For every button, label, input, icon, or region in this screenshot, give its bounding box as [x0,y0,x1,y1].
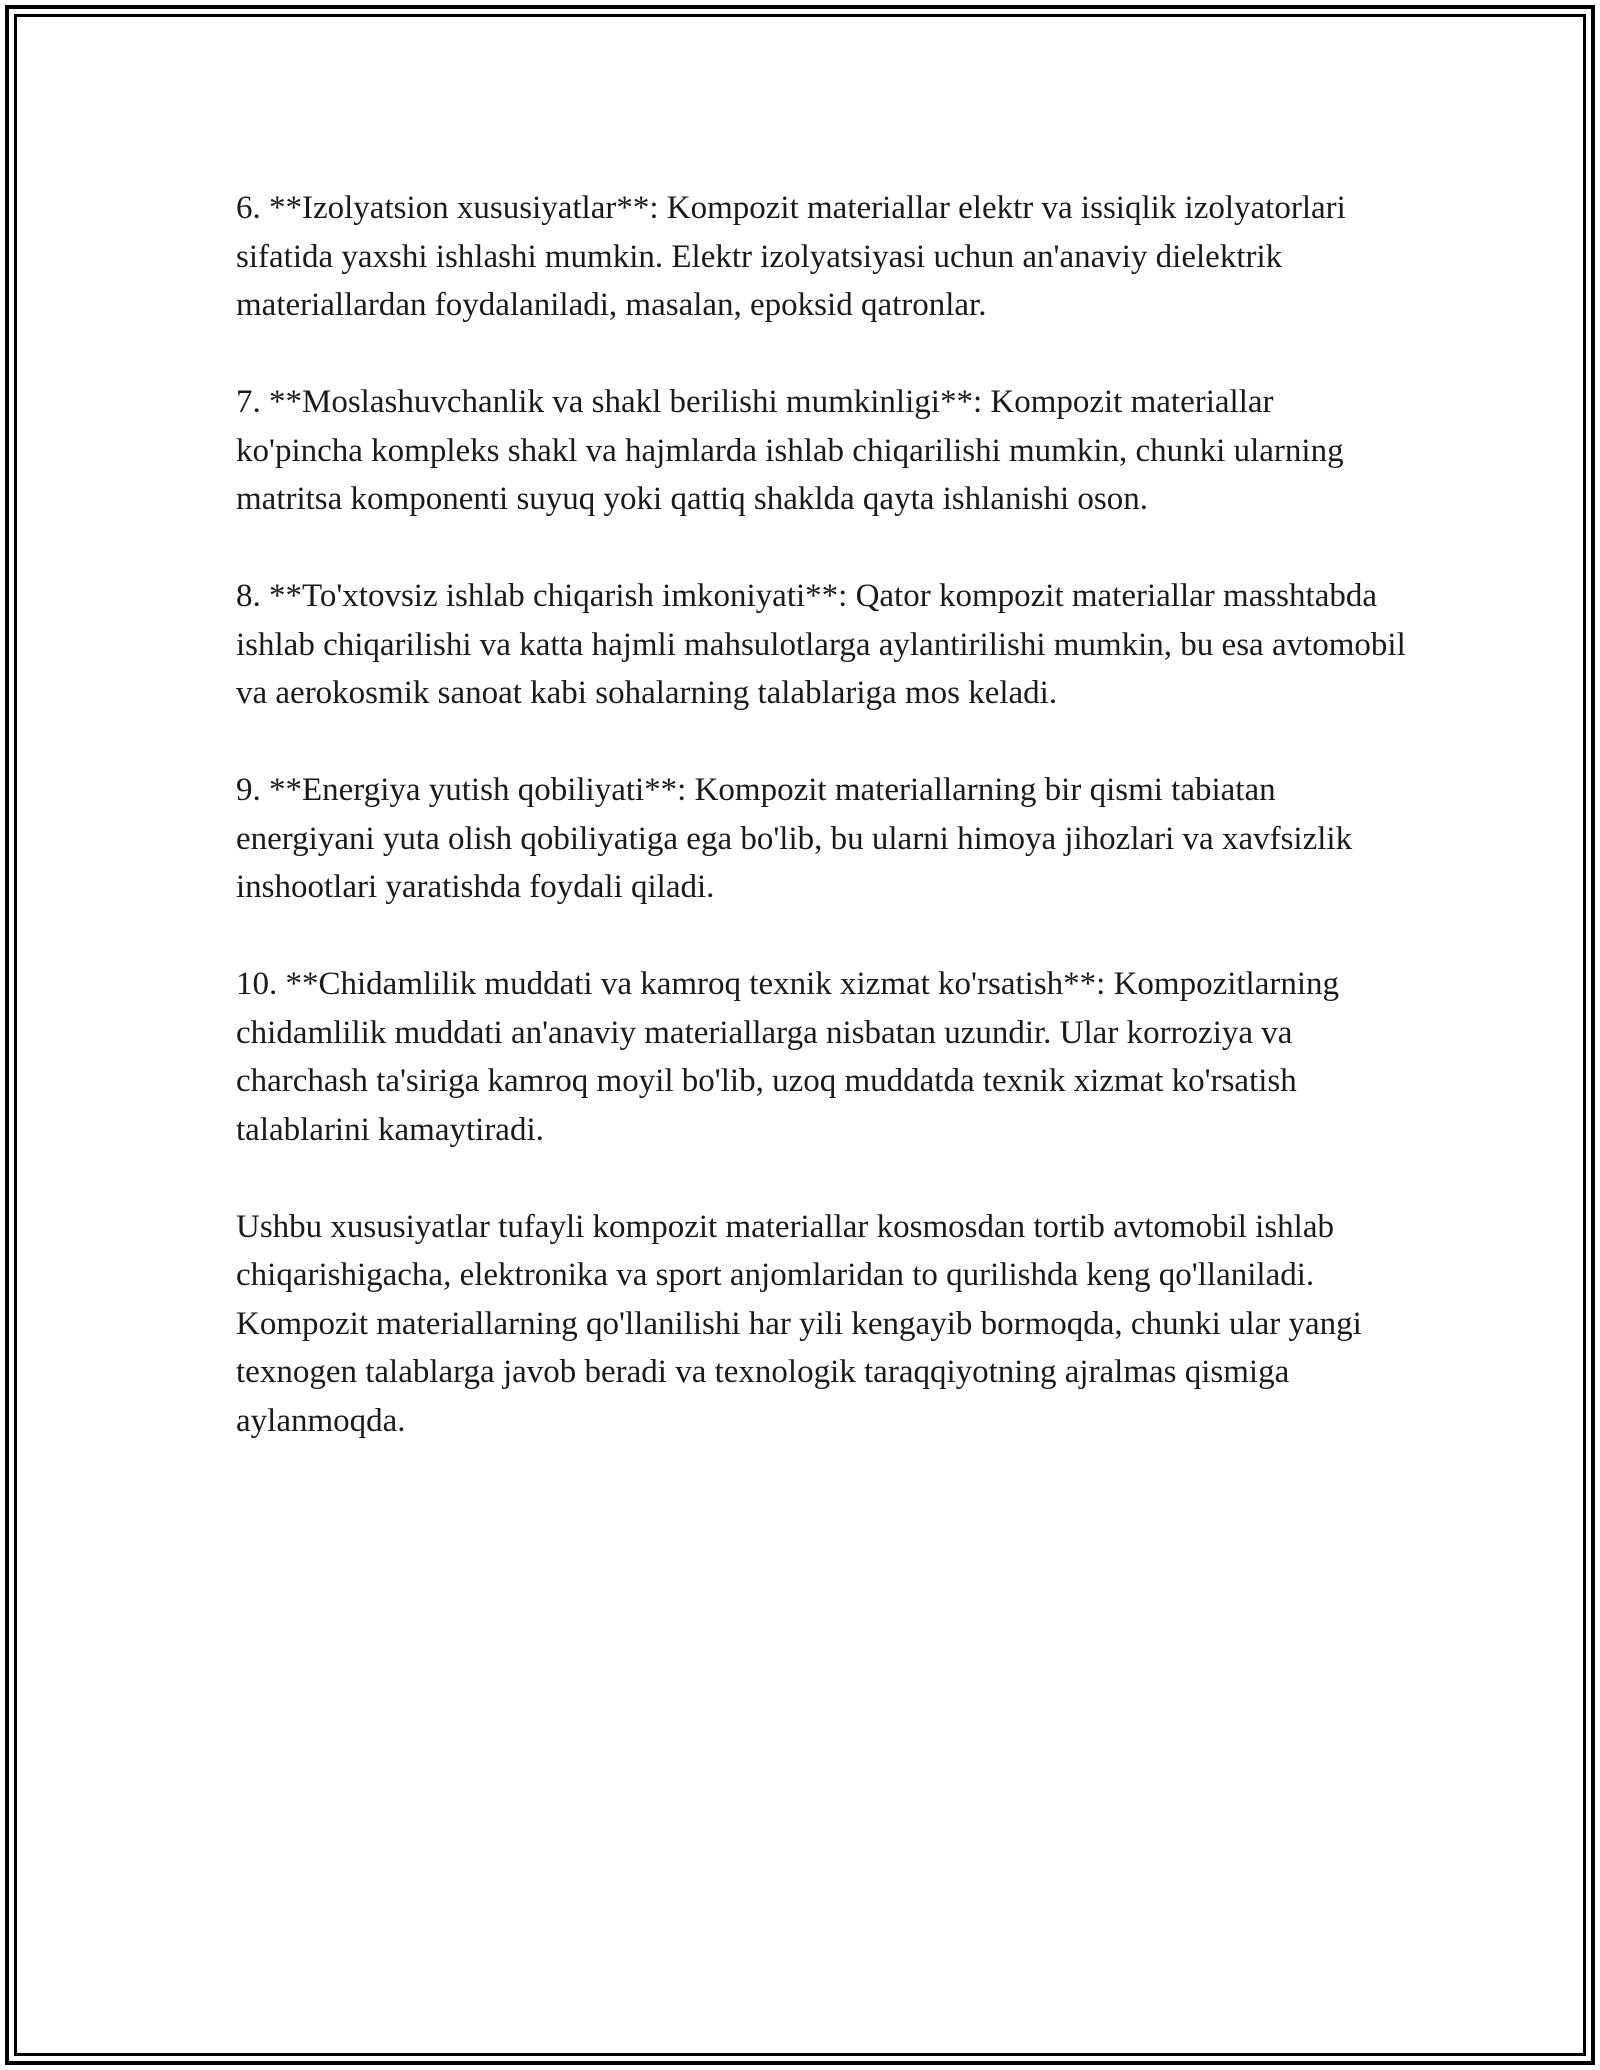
paragraph-item-8: 8. **To'xtovsiz ishlab chiqarish imkoniyati**: Qator kompozit materiallar masshtabda ishlab chiqarilishi va katta hajmli mahsulotlarga aylantirilishi mumkin, bu esa avtomobil va aerokosmik sanoat kabi sohalarning talablariga mos keladi. [236,578,1406,711]
paragraph-item-6: 6. **Izolyatsion xususiyatlar**: Kompozit materiallar elektr va issiqlik izolyatorlari sifatida yaxshi ishlashi mumkin. Elektr izolyatsiyasi uchun an'anaviy dielektrik materiallardan foydalaniladi, masalan, epoksid qatronlar. [236,190,1346,323]
paragraph-item-10: 10. **Chidamlilik muddati va kamroq texnik xizmat ko'rsatish**: Kompozitlarning chidamlilik muddati an'anaviy materiallarga nisbatan uzundir. Ular korroziya va charchash ta'siriga kamroq moyil bo'lib, uzoq muddatda texnik xizmat ko'rsatish talablarini kamaytiradi. [236,966,1340,1148]
paragraph-item-9: 9. **Energiya yutish qobiliyati**: Kompozit materiallarning bir qismi tabiatan energiyani yuta olish qobiliyatiga ega bo'lib, bu ularni himoya jihozlari va xavfsizlik inshootlari yaratishda foydali qiladi. [236,772,1353,905]
paragraph-conclusion: Ushbu xususiyatlar tufayli kompozit materiallar kosmosdan tortib avtomobil ishlab chiqarishigacha, elektronika va sport anjomlaridan to qurilishda keng qo'llaniladi. Kompozit materiallarning qo'llanilishi har yili kengayib bormoqda, chunki ular yangi texnogen talablarga javob beradi va texnologik taraqqiyotning ajralmas qismiga aylanmoqda. [236,1208,1362,1439]
document-body [236,184,1406,1445]
paragraph-item-7: 7. **Moslashuvchanlik va shakl berilishi mumkinligi**: Kompozit materiallar ko'pincha kompleks shakl va hajmlarda ishlab chiqarilishi mumkin, chunki ularning matritsa komponenti suyuq yoki qattiq shaklda qayta ishlanishi oson. [236,384,1344,517]
